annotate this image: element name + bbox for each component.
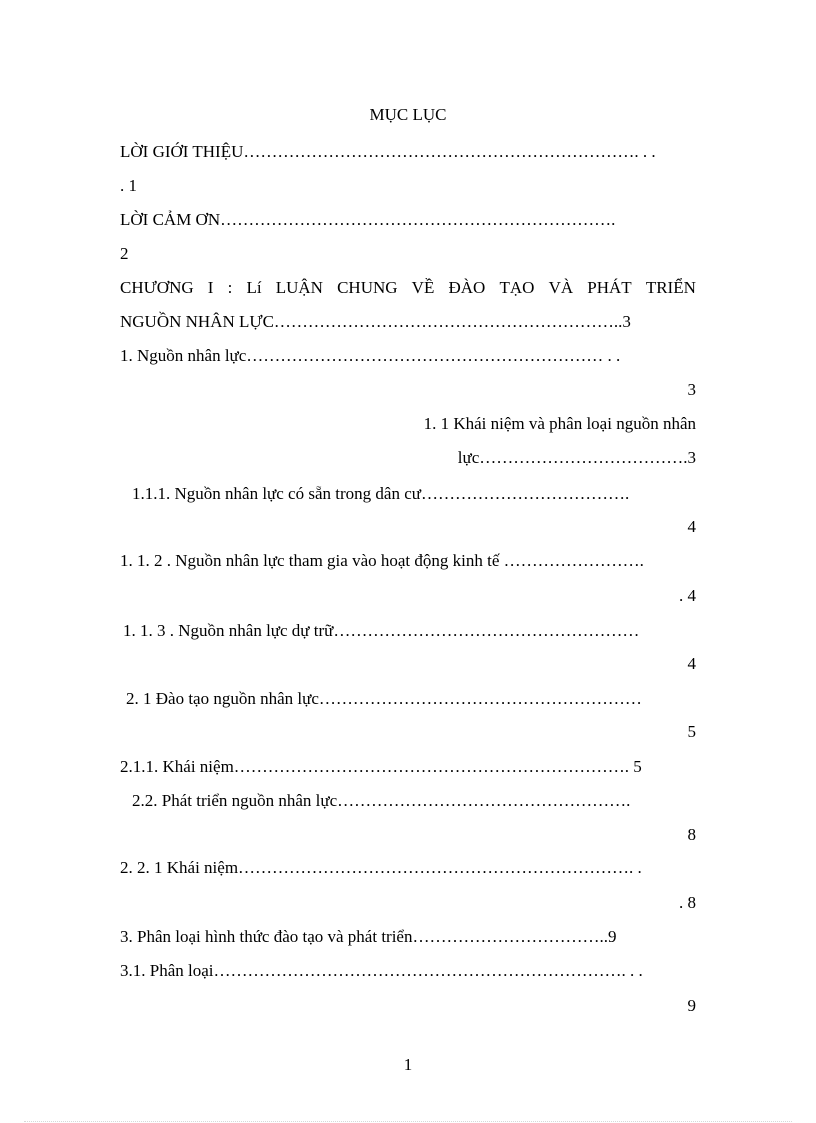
toc-entry: 3.1. Phân loại………………………………………………………………. . . <box>120 961 643 980</box>
toc-entry: 1. Nguồn nhân lực……………………………………………………… . . <box>120 346 621 365</box>
toc-page-ref: . 8 <box>679 893 696 912</box>
toc-page-ref: 3 <box>687 380 696 399</box>
toc-entry: 2.2. Phát triển nguồn nhân lực……………………………………………. <box>132 791 631 810</box>
toc-entry: 3. Phân loại hình thức đào tạo và phát triển……………………………..9 <box>120 927 617 946</box>
toc-page-ref: 9 <box>687 996 696 1015</box>
heading-word: LUẬN <box>275 278 323 297</box>
toc-entry: 1.1.1. Nguồn nhân lực có sẵn trong dân cư………………………………. <box>132 484 630 503</box>
toc-page-ref: 8 <box>687 825 696 844</box>
page-number: 1 <box>403 1055 413 1074</box>
heading-word: TẠO <box>499 278 535 297</box>
heading-word: VỀ <box>411 278 435 297</box>
toc-entry: 2. 2. 1 Khái niệm……………………………………………………………. . <box>120 858 642 877</box>
heading-word: PHÁT <box>587 278 632 297</box>
toc-entry: 2. 1 Đào tạo nguồn nhân lực………………………………………………… <box>126 689 642 708</box>
heading-word: CHUNG <box>337 278 398 297</box>
toc-entry: lực……………………………….3 <box>457 448 696 467</box>
toc-entry: 2 <box>120 244 129 263</box>
toc-page-ref: 4 <box>687 654 696 673</box>
toc-entry: 1. 1 Khái niệm và phân loại nguồn nhân <box>423 414 696 433</box>
toc-entry: LỜI CẢM ƠN……………………………………………………………. <box>120 210 616 229</box>
toc-entry: 1. 1. 2 . Nguồn nhân lực tham gia vào hoạt động kinh tế ……………………. <box>120 551 644 570</box>
toc-entry: 2.1.1. Khái niệm……………………………………………………………. 5 <box>120 757 642 776</box>
toc-page-ref: 4 <box>687 517 696 536</box>
heading-word: Lí <box>246 278 262 297</box>
heading-word: CHƯƠNG <box>120 278 194 297</box>
toc-entry: LỜI GIỚI THIỆU……………………………………………………………. . . <box>120 142 656 161</box>
heading-word: TRIỂN <box>645 278 696 297</box>
toc-entry: 1. 1. 3 . Nguồn nhân lực dự trữ……………………………………………… <box>123 621 640 640</box>
toc-entry: NGUỒN NHÂN LỰC……………………………………………………..3 <box>120 312 631 331</box>
toc-title: MỤC LỤC <box>369 105 447 124</box>
heading-word: ĐÀO <box>448 278 486 297</box>
toc-page-ref: . 4 <box>679 586 696 605</box>
heading-word: I <box>207 278 214 297</box>
toc-entry: . 1 <box>120 176 137 195</box>
heading-word: : <box>227 278 233 297</box>
toc-chapter-heading <box>120 277 696 299</box>
page-bottom-rule <box>24 1121 792 1122</box>
heading-word: VÀ <box>548 278 574 297</box>
toc-page-ref: 5 <box>687 722 696 741</box>
